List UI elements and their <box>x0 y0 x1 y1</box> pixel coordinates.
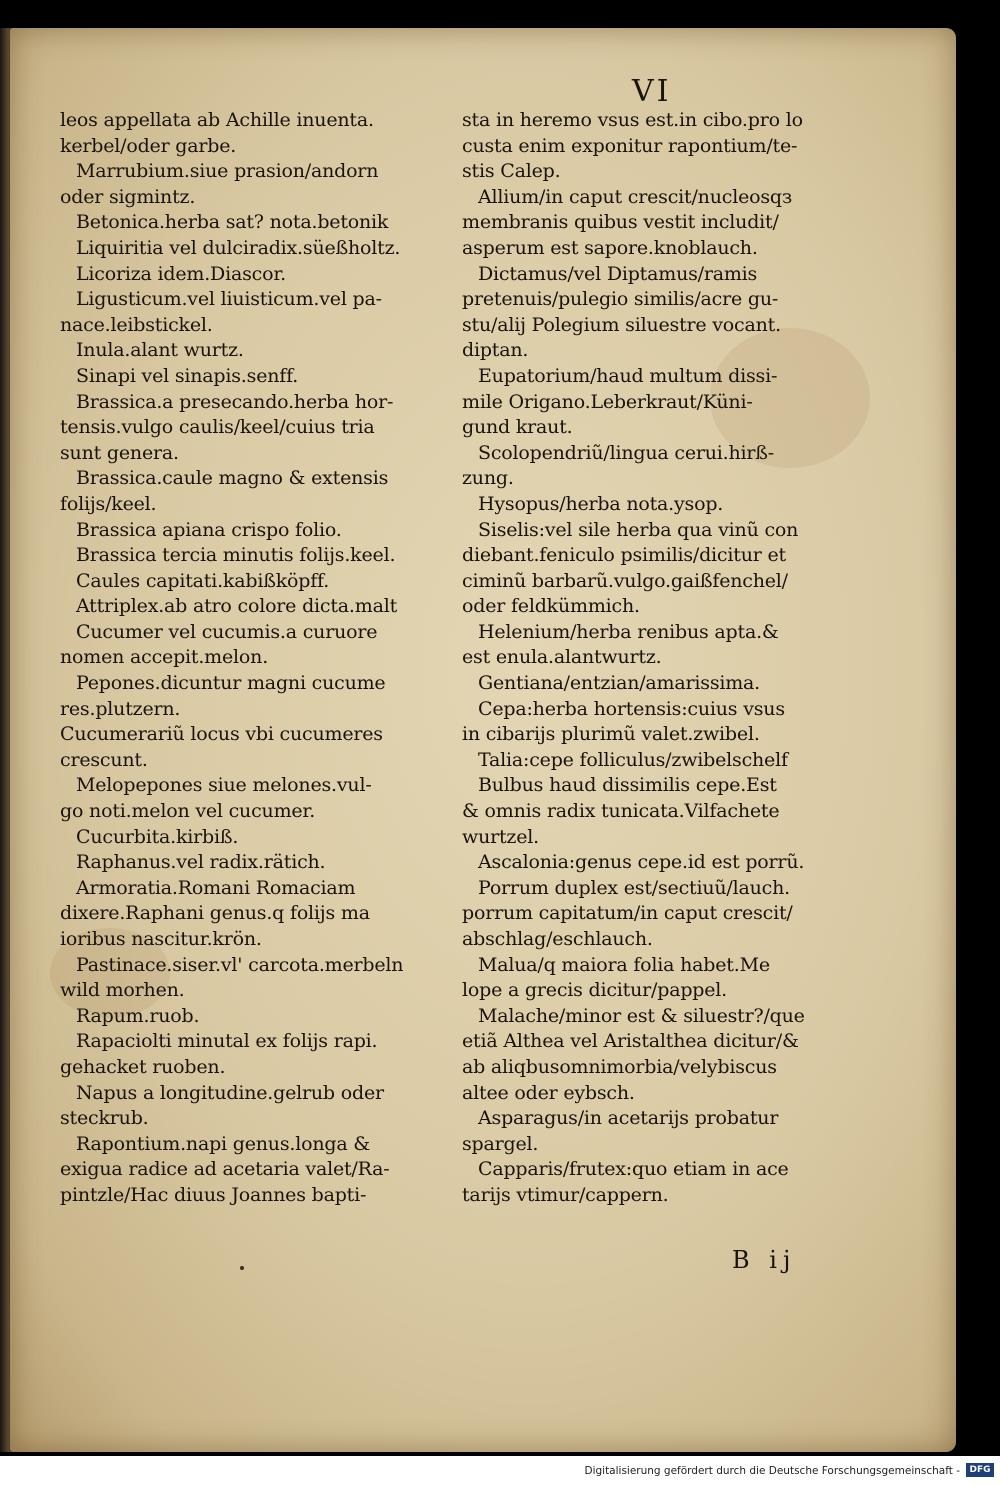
text-line: Inula.alant wurtz. <box>76 339 244 362</box>
text-line: Cepa:herba hortensis:cuius vsus <box>478 697 785 720</box>
dfg-logo: DFG <box>966 1463 994 1477</box>
text-line: Betonica.herba sat? nota.betonik <box>76 211 389 234</box>
ink-mark <box>240 1266 244 1270</box>
text-line: Rapontium.napi genus.longa & <box>76 1132 371 1155</box>
text-line: kerbel/oder garbe. <box>60 134 237 157</box>
text-line: Melopepones siue melones.vul- <box>76 774 372 797</box>
signature-mark: B ij <box>732 1246 797 1274</box>
text-line: tarijs vtimur/cappern. <box>462 1183 669 1206</box>
text-line: sunt genera. <box>60 441 179 464</box>
text-line: nace.leibstickel. <box>60 313 213 336</box>
text-line: wurtzel. <box>462 825 539 848</box>
funding-notice: Digitalisierung gefördert durch die Deutsche Forschungsgemeinschaft - <box>584 1465 960 1477</box>
text-line: Gentiana/entzian/amarissima. <box>478 672 761 695</box>
text-line: dixere.Raphani genus.q folijs ma <box>60 902 370 925</box>
text-line: mile Origano.Leberkraut/Küni- <box>462 390 753 413</box>
text-line: diebant.feniculo psimilis/dicitur et <box>462 544 786 567</box>
text-line: leos appellata ab Achille inuenta. <box>60 109 374 131</box>
text-line: Brassica.a presecando.herba hor- <box>76 390 394 413</box>
text-line: Attriplex.ab atro colore dicta.malt <box>76 595 398 618</box>
text-line: Brassica apiana crispo folio. <box>76 518 342 541</box>
text-line: Asparagus/in acetarijs probatur <box>478 1107 779 1130</box>
text-line: spargel. <box>462 1132 539 1155</box>
text-line: porrum capitatum/in caput crescit/ <box>462 902 793 925</box>
text-line: Allium/in caput crescit/nucleosqз <box>478 185 793 208</box>
text-line: oder sigmintz. <box>60 185 196 208</box>
text-line: Cucumer vel cucumis.a curuore <box>76 620 378 643</box>
text-line: Hysopus/herba nota.ysop. <box>478 492 724 515</box>
text-line: Pepones.dicuntur magni cucume <box>76 672 386 695</box>
text-line: Helenium/herba renibus apta.& <box>478 620 779 643</box>
text-line: custa enim exponitur rapontium/te- <box>462 134 798 157</box>
text-line: Porrum duplex est/sectiuũ/lauch. <box>478 876 790 899</box>
text-line: ioribus nascitur.krön. <box>60 928 262 950</box>
text-line: Eupatorium/haud multum dissi- <box>478 364 778 387</box>
text-line: Malache/minor est & siluestr?/que <box>478 1004 805 1027</box>
text-line: zung. <box>462 467 514 490</box>
text-line: Ligusticum.vel liuisticum.vel pa- <box>76 288 382 311</box>
text-line: Brassica.caule magno & extensis <box>76 467 389 490</box>
text-line: crescunt. <box>60 748 148 771</box>
text-line: Rapum.ruob. <box>76 1004 200 1027</box>
folio-number: VI <box>632 74 672 109</box>
text-line: stu/alij Polegium siluestre vocant. <box>462 313 781 336</box>
text-line: est enula.alantwurtz. <box>462 646 662 669</box>
text-line: Sinapi vel sinapis.senff. <box>76 364 299 387</box>
text-line: oder feldkümmich. <box>462 595 640 618</box>
right-column <box>462 108 846 1209</box>
text-line: pintzle/Hac diuus Joannes bapti- <box>60 1183 367 1206</box>
text-line: abschlag/eschlauch. <box>462 928 653 950</box>
text-line: membranis quibus vestit includit/ <box>462 211 779 234</box>
text-line: Cucurbita.kirbiß. <box>76 825 239 848</box>
text-line: pretenuis/pulegio similis/acre gu- <box>462 288 779 311</box>
text-line: sta in heremo vsus est.in cibo.pro lo <box>462 109 803 131</box>
text-line: Raphanus.vel radix.rätich. <box>76 851 326 874</box>
text-line: Bulbus haud dissimilis cepe.Est <box>478 774 777 797</box>
text-line: wild morhen. <box>60 979 185 1002</box>
text-line: tensis.vulgo caulis/keel/cuius tria <box>60 416 375 439</box>
text-line: exigua radice ad acetaria valet/Ra- <box>60 1158 390 1181</box>
text-line: Marrubium.siue prasion/andorn <box>76 160 379 183</box>
text-line: folijs/keel. <box>60 492 157 515</box>
text-line: Ascalonia:genus cepe.id est porrũ. <box>478 851 805 874</box>
text-line: Malua/q maiora folia habet.Me <box>478 953 770 976</box>
text-line: Brassica tercia minutis folijs.keel. <box>76 544 396 567</box>
text-line: Liquiritia vel dulciradix.süeßholtz. <box>76 236 401 259</box>
text-line: Napus a longitudine.gelrub oder <box>76 1081 384 1104</box>
left-column <box>60 108 442 1209</box>
text-line: & omnis radix tunicata.Vilfachete <box>462 800 780 823</box>
text-line: Rapaciolti minutal ex folijs rapi. <box>76 1030 378 1053</box>
text-line: Dictamus/vel Diptamus/ramis <box>478 262 758 285</box>
text-line: Caules capitati.kabißköpff. <box>76 569 330 592</box>
text-line: ciminũ barbarũ.vulgo.gaißfenchel/ <box>462 569 788 592</box>
text-line: ab aliqbusomnimorbia/velybiscus <box>462 1055 777 1078</box>
text-line: Capparis/frutex:quo etiam in ace <box>478 1158 789 1181</box>
text-line: gehacket ruoben. <box>60 1055 226 1078</box>
text-line: Pastinace.siser.vl' carcota.merbeln <box>76 953 404 976</box>
text-line: Cucumerariũ locus vbi cucumeres <box>60 723 383 746</box>
text-line: diptan. <box>462 339 529 362</box>
text-line: Siselis:vel sile herba qua vinũ con <box>478 518 799 541</box>
text-line: asperum est sapore.knoblauch. <box>462 236 758 259</box>
text-line: Scolopendriũ/lingua cerui.hirß- <box>478 441 775 464</box>
text-line: Licoriza idem.Diascor. <box>76 262 286 285</box>
text-line: Talia:cepe folliculus/zwibelschelf <box>478 748 788 771</box>
text-line: etiã Althea vel Aristalthea dicitur/& <box>462 1030 799 1053</box>
text-line: Armoratia.Romani Romaciam <box>76 876 356 899</box>
text-line: go noti.melon vel cucumer. <box>60 800 316 823</box>
footer-bar <box>0 1456 1000 1486</box>
text-line: nomen accepit.melon. <box>60 646 269 669</box>
text-line: in cibarijs plurimũ valet.zwibel. <box>462 723 760 746</box>
text-line: altee oder eybsch. <box>462 1081 635 1104</box>
text-line: res.plutzern. <box>60 697 181 720</box>
text-line: lope a grecis dicitur/pappel. <box>462 979 728 1002</box>
text-line: stis Calep. <box>462 160 561 183</box>
text-line: steckrub. <box>60 1107 149 1130</box>
text-line: gund kraut. <box>462 416 573 439</box>
